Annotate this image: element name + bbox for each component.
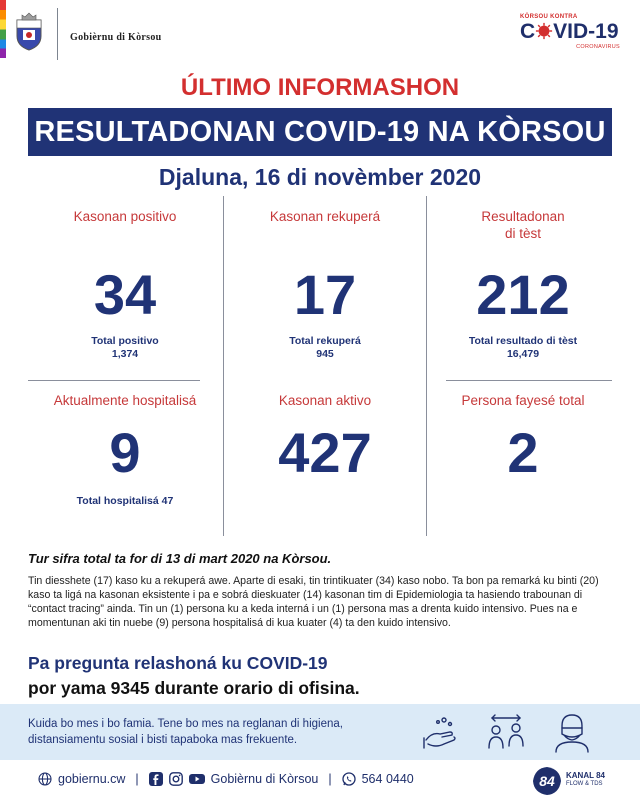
stat-hospitalisa xyxy=(28,392,222,508)
stat-rekupera-total-label: Total rekuperá xyxy=(289,335,361,347)
header-divider xyxy=(57,8,58,60)
government-name: Gobièrnu di Kòrsou xyxy=(70,32,162,43)
whatsapp-icon xyxy=(342,772,356,786)
stat-positivo-value: 34 xyxy=(93,263,157,326)
social-handle[interactable]: Gobièrnu di Kòrsou xyxy=(210,772,319,786)
stat-positivo-label: Kasonan positivo xyxy=(73,209,177,224)
stat-rekupera xyxy=(228,208,422,361)
covid-logo-top: KÒRSOU KONTRA xyxy=(520,14,578,20)
stat-test-label-line2: di tèst xyxy=(504,226,542,241)
kanal-84-badge-icon xyxy=(532,766,562,796)
handwashing-icon xyxy=(418,710,462,754)
kanal-84-logo xyxy=(532,766,622,796)
kanal-84-text xyxy=(566,771,605,789)
stat-rekupera-total-value: 945 xyxy=(316,348,334,360)
results-banner: RESULTADONAN COVID-19 NA KÒRSOU xyxy=(28,108,612,156)
kanal-name: KANAL 84 xyxy=(566,771,605,780)
totals-note: Tur sifra total ta for di 13 di mart 2020 na Kòrsou. xyxy=(28,551,332,566)
coat-of-arms-icon xyxy=(14,12,44,52)
facebook-icon[interactable] xyxy=(149,772,163,786)
stat-test xyxy=(426,208,620,361)
stat-test-value: 212 xyxy=(476,263,570,326)
stat-aktivo-value: 427 xyxy=(278,421,372,484)
phone-number[interactable]: 564 0440 xyxy=(361,772,414,786)
footer-separator: | xyxy=(135,772,139,786)
summary-paragraph: Tin diesshete (17) kaso ku a rekuperá awe. Aparte di esaki, tin trintikuater (34) kaso nobo. Ta bon pa remarká ku binti (20) kaso ta ligá na kasonan eksistente i pa e sobrá dieskuater (14) kasonan tim di Epidemiologia ta hasiendo trabounan di “contact tracing” ainda. Tin un (1) persona ku a keda interná i un (1) persona mas a drenta kuido intensivo. Pues na e momentunan aki tin nuebe (9) persona hospitalisá di kua kuater (4) ta den kuido intensivo. xyxy=(28,575,599,629)
stat-rekupera-value: 17 xyxy=(293,263,357,326)
stat-aktivo-label: Kasonan aktivo xyxy=(278,393,372,408)
stat-positivo-total-value: 1,374 xyxy=(111,348,139,360)
footer-contacts xyxy=(38,772,414,786)
questions-heading: Pa pregunta relashoná ku COVID-19 xyxy=(28,653,328,673)
stat-fayese-label: Persona fayesé total xyxy=(461,393,585,408)
covid-logo-main: C VID-19 xyxy=(520,20,619,43)
website-link[interactable]: gobiernu.cw xyxy=(58,772,126,786)
stat-test-total-value: 16,479 xyxy=(506,348,540,360)
hygiene-band xyxy=(0,704,640,760)
face-mask-icon xyxy=(550,710,594,754)
grid-divider-h-right xyxy=(446,380,612,381)
social-distancing-icon xyxy=(484,710,528,754)
stat-rekupera-label: Kasonan rekuperá xyxy=(269,209,381,224)
covid-logo-sub: CORONAVIRUS xyxy=(576,44,620,50)
stat-fayese-value: 2 xyxy=(507,421,539,484)
instagram-icon[interactable] xyxy=(169,772,183,786)
hygiene-line-2: distansiamentu sosial i bisti tapaboka mas frekuente. xyxy=(28,734,298,746)
stat-test-label-line1: Resultadonan xyxy=(481,209,565,224)
call-instruction: por yama 9345 durante orario di ofisina. xyxy=(28,678,360,698)
stat-positivo-total-label: Total positivo xyxy=(91,335,159,347)
youtube-icon[interactable] xyxy=(189,772,205,786)
stat-hospitalisa-value: 9 xyxy=(109,421,141,484)
hygiene-text xyxy=(28,716,398,748)
stat-hospitalisa-label: Aktualmente hospitalisá xyxy=(53,393,197,408)
stat-aktivo xyxy=(228,392,422,483)
stat-hospitalisa-total: Total hospitalisá 47 xyxy=(76,495,174,507)
rainbow-stripe xyxy=(0,0,6,58)
header xyxy=(0,0,640,70)
stat-positivo xyxy=(28,208,222,361)
ultimo-informashon-heading: ÚLTIMO INFORMASHON xyxy=(180,74,460,101)
virus-icon xyxy=(535,22,553,40)
kanal-84-number: 84 xyxy=(539,773,555,789)
grid-divider-h-left xyxy=(28,380,200,381)
kanal-sub: FLOW & TDS xyxy=(566,781,603,787)
covid-logo xyxy=(520,14,620,58)
stats-grid xyxy=(28,196,612,536)
hygiene-line-1: Kuida bo mes i bo famia. Tene bo mes na reglanan di higiena, xyxy=(28,718,343,730)
stat-fayese xyxy=(426,392,620,483)
grid-divider-v1 xyxy=(223,196,224,536)
footer-separator: | xyxy=(328,772,332,786)
stat-test-total-label: Total resultado di tèst xyxy=(468,335,578,347)
footer xyxy=(0,762,640,800)
globe-icon xyxy=(38,772,52,786)
report-date: Djaluna, 16 di novèmber 2020 xyxy=(158,164,482,190)
